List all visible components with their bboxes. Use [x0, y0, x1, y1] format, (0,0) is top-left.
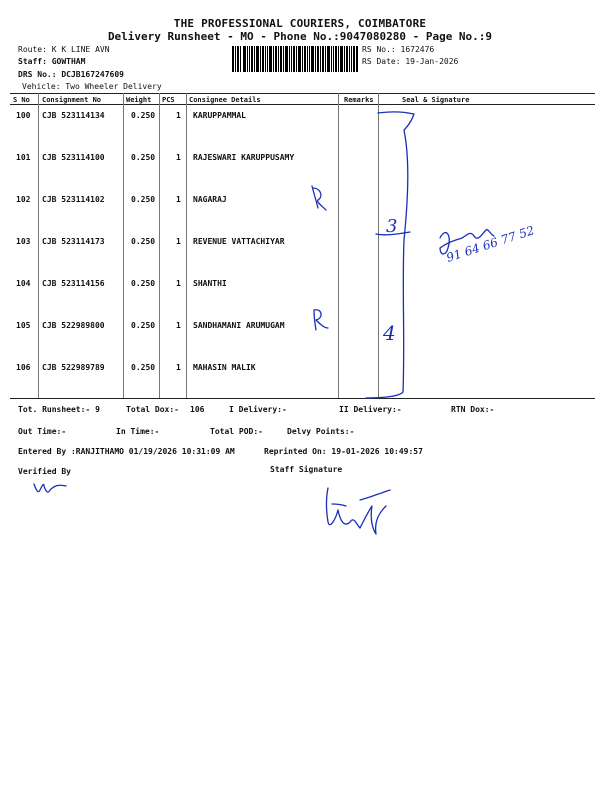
row-pcs: 1 — [176, 363, 181, 372]
row-weight: 0.250 — [131, 237, 156, 246]
route-label: Route: K K LINE AVN — [18, 45, 110, 54]
row-sno: 105 — [16, 321, 31, 330]
total-dox-value: 106 — [190, 405, 205, 414]
reprinted-on: Reprinted On: 19-01-2026 10:49:57 — [264, 447, 423, 456]
row-consignment: CJB 523114134 — [42, 111, 105, 120]
row-weight: 0.250 — [131, 153, 156, 162]
row-pcs: 1 — [176, 111, 181, 120]
out-time-label: Out Time:- — [18, 427, 67, 436]
verified-by-label: Verified By — [18, 467, 71, 476]
row-sno: 102 — [16, 195, 31, 204]
rs-number: RS No.: 1672476 — [362, 45, 435, 54]
company-name: THE PROFESSIONAL COURIERS, COIMBATORE — [173, 17, 427, 30]
rs-date: RS Date: 19-Jan-2026 — [362, 57, 459, 66]
row-pcs: 1 — [176, 195, 181, 204]
total-pod-label: Total POD:- — [210, 427, 263, 436]
row-consignment: CJB 523114173 — [42, 237, 105, 246]
delvy-points-label: Delvy Points:- — [287, 427, 355, 436]
row-consignment: CJB 523114156 — [42, 279, 105, 288]
staff-label: Staff: GOWTHAM — [18, 57, 86, 66]
row-consignee: RAJESWARI KARUPPUSAMY — [193, 153, 295, 162]
vehicle-label: Vehicle: Two Wheeler Delivery — [22, 82, 162, 91]
row-consignment: CJB 523114102 — [42, 195, 105, 204]
row-pcs: 1 — [176, 237, 181, 246]
row-pcs: 1 — [176, 321, 181, 330]
row-consignee: MAHASIN MALIK — [193, 363, 256, 372]
row-consignment: CJB 522989789 — [42, 363, 105, 372]
row-weight: 0.250 — [131, 111, 156, 120]
header-sno: S No — [13, 96, 30, 104]
row-consignee: SANDHAMANI ARUMUGAM — [193, 321, 285, 330]
verified-by-signature — [34, 484, 66, 492]
header-pcs: PCS — [162, 96, 175, 104]
row-pcs: 1 — [176, 153, 181, 162]
total-dox-label: Total Dox:- — [126, 405, 179, 414]
row-pcs: 1 — [176, 279, 181, 288]
row-weight: 0.250 — [131, 363, 156, 372]
row-sno: 104 — [16, 279, 31, 288]
remark-3-handwritten: 3 — [386, 216, 398, 237]
in-time-label: In Time:- — [116, 427, 160, 436]
row-consignment: CJB 522989800 — [42, 321, 105, 330]
header-consignee: Consignee Details — [189, 96, 261, 104]
remark-4-handwritten: 4 — [383, 321, 396, 345]
row-sno: 103 — [16, 237, 31, 246]
row-sno: 100 — [16, 111, 31, 120]
row-weight: 0.250 — [131, 321, 156, 330]
row-consignee: REVENUE VATTACHIYAR — [193, 237, 285, 246]
header-remarks: Remarks — [344, 96, 374, 104]
entered-by: Entered By :RANJITHAMO 01/19/2026 10:31:09 AM — [18, 447, 235, 456]
ii-delivery-label: II Delivery:- — [339, 405, 402, 414]
header-weight: Weight — [126, 96, 152, 104]
staff-signature-label: Staff Signature — [270, 465, 343, 474]
i-delivery-label: I Delivery:- — [229, 405, 287, 414]
runsheet-title: Delivery Runsheet - MO - Phone No.:9047080280 - Page No.:9 — [107, 30, 493, 43]
staff-signature-scribble — [327, 488, 391, 534]
drs-number: DRS No.: DCJB167247609 — [18, 70, 124, 79]
row-consignee: KARUPPAMMAL — [193, 111, 246, 120]
initials-row-102 — [312, 186, 326, 210]
row-weight: 0.250 — [131, 279, 156, 288]
row-sno: 106 — [16, 363, 31, 372]
seal-bracket-stroke — [366, 112, 414, 398]
row-consignee: NAGARAJ — [193, 195, 227, 204]
row-sno: 101 — [16, 153, 31, 162]
total-runsheet: Tot. Runsheet:- 9 — [18, 405, 100, 414]
row-consignee: SHANTHI — [193, 279, 227, 288]
seal-phone-note: 91 64 66 77 52 — [444, 223, 537, 265]
row-consignment: CJB 523114100 — [42, 153, 105, 162]
row-weight: 0.250 — [131, 195, 156, 204]
rtn-dox-label: RTN Dox:- — [451, 405, 495, 414]
header-consignment: Consignment No — [42, 96, 102, 104]
initials-row-105 — [314, 310, 328, 330]
header-seal-signature: Seal & Signature — [402, 96, 470, 104]
